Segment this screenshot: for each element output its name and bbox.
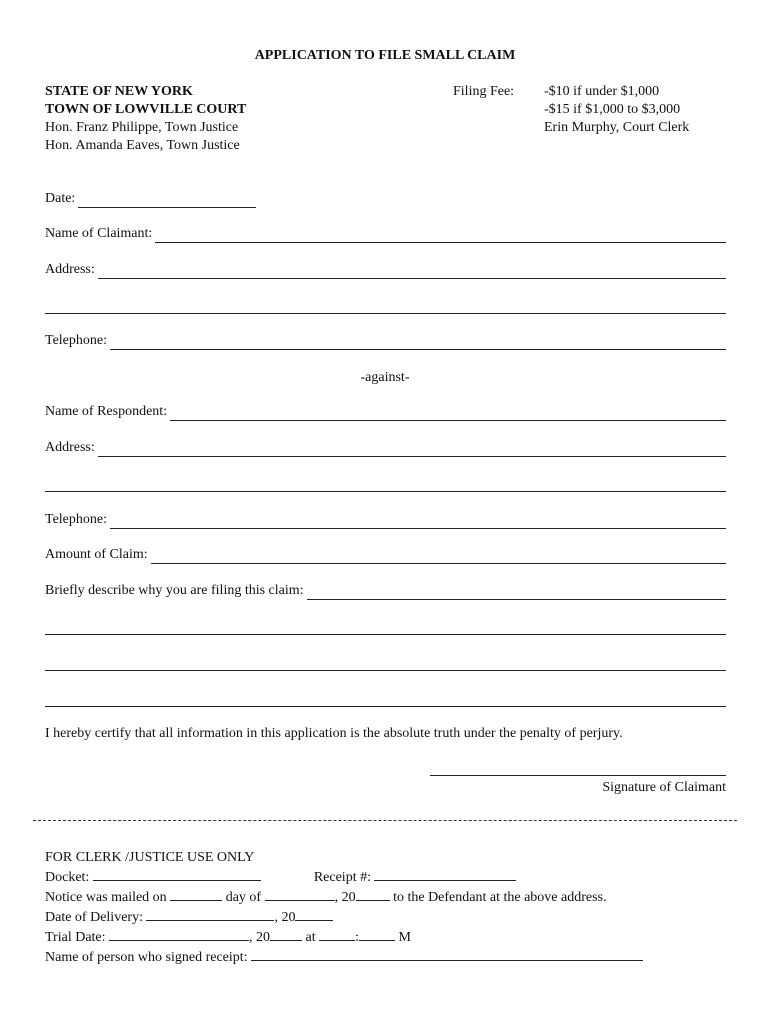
- claimant-name-field[interactable]: [45, 225, 726, 243]
- trial-row: [45, 927, 643, 947]
- docket-receipt-row: [45, 867, 643, 887]
- delivery-date-line[interactable]: [146, 907, 274, 921]
- describe-line-2[interactable]: [45, 634, 726, 635]
- docket-label: Docket:: [45, 870, 90, 885]
- respondent-name-field[interactable]: [45, 403, 726, 421]
- claimant-name-line[interactable]: [155, 228, 726, 243]
- filing-fee-label: Filing Fee:: [453, 84, 515, 99]
- signature-line[interactable]: [430, 775, 726, 776]
- describe-line-4[interactable]: [45, 706, 726, 707]
- respondent-telephone-field[interactable]: [45, 511, 726, 529]
- claimant-address-field[interactable]: [45, 261, 726, 279]
- clerk-section: [45, 849, 643, 967]
- against-label: -against-: [360, 370, 410, 385]
- notice-row: [45, 887, 643, 907]
- trial-colon: :: [355, 930, 360, 945]
- notice-month-line[interactable]: [265, 887, 335, 901]
- clerk-heading: FOR CLERK /JUSTICE USE ONLY: [45, 850, 255, 865]
- claimant-address-line[interactable]: [98, 264, 726, 279]
- notice-day-line[interactable]: [170, 887, 222, 901]
- receipt-line[interactable]: [374, 867, 516, 881]
- court-name: TOWN OF LOWVILLE COURT: [45, 102, 247, 117]
- trial-hour-line[interactable]: [319, 927, 355, 941]
- trial-minute-line[interactable]: [359, 927, 395, 941]
- claimant-address-line-2[interactable]: [45, 313, 726, 314]
- describe-line[interactable]: [307, 585, 726, 600]
- signature-label: Signature of Claimant: [602, 780, 726, 795]
- trial-meridiem: M: [398, 930, 411, 945]
- trial-date-line[interactable]: [109, 927, 249, 941]
- claimant-address-label: Address:: [45, 262, 95, 277]
- fee-under-1000: -$10 if under $1,000: [544, 84, 660, 99]
- respondent-address-label: Address:: [45, 440, 95, 455]
- notice-year-prefix: , 20: [334, 890, 356, 905]
- delivery-label: Date of Delivery:: [45, 910, 143, 925]
- justice-2: Hon. Amanda Eaves, Town Justice: [45, 138, 240, 153]
- trial-at-label: at: [305, 930, 316, 945]
- respondent-telephone-label: Telephone:: [45, 512, 107, 527]
- trial-year-prefix: , 20: [249, 930, 271, 945]
- court-header: [45, 83, 246, 155]
- respondent-name-label: Name of Respondent:: [45, 404, 168, 419]
- docket-line[interactable]: [93, 867, 261, 881]
- justice-1: Hon. Franz Philippe, Town Justice: [45, 120, 239, 135]
- respondent-address-line-2[interactable]: [45, 491, 726, 492]
- filing-fees: [544, 83, 689, 137]
- delivery-year-line[interactable]: [295, 907, 333, 921]
- notice-day-of: day of: [225, 890, 262, 905]
- amount-label: Amount of Claim:: [45, 547, 148, 562]
- respondent-address-field[interactable]: [45, 439, 726, 457]
- claimant-telephone-label: Telephone:: [45, 333, 107, 348]
- trial-label: Trial Date:: [45, 930, 106, 945]
- trial-year-line[interactable]: [270, 927, 302, 941]
- describe-label: Briefly describe why you are filing this claim:: [45, 583, 304, 598]
- court-clerk: Erin Murphy, Court Clerk: [544, 120, 690, 135]
- notice-label: Notice was mailed on: [45, 890, 167, 905]
- form-title: APPLICATION TO FILE SMALL CLAIM: [254, 48, 516, 63]
- describe-field[interactable]: [45, 582, 726, 600]
- state-name: STATE OF NEW YORK: [45, 84, 193, 99]
- receipt-label: Receipt #:: [313, 870, 371, 885]
- respondent-address-line[interactable]: [98, 442, 726, 457]
- cut-line-divider: [33, 820, 737, 821]
- claimant-telephone-field[interactable]: [45, 332, 726, 350]
- certification-statement: I hereby certify that all information in this application is the absolute truth under the penalty of perjury.: [45, 726, 623, 741]
- signed-receipt-line[interactable]: [251, 947, 643, 961]
- signed-receipt-row: [45, 947, 643, 967]
- fee-1000-3000: -$15 if $1,000 to $3,000: [544, 102, 681, 117]
- date-line[interactable]: [78, 193, 256, 208]
- date-label: Date:: [45, 191, 76, 206]
- notice-year-line[interactable]: [356, 887, 390, 901]
- signed-receipt-label: Name of person who signed receipt:: [45, 950, 248, 965]
- amount-line[interactable]: [151, 549, 726, 564]
- delivery-year-prefix: , 20: [274, 910, 296, 925]
- respondent-name-line[interactable]: [170, 406, 726, 421]
- notice-suffix: to the Defendant at the above address.: [393, 890, 607, 905]
- amount-field[interactable]: [45, 546, 726, 564]
- claimant-telephone-line[interactable]: [110, 335, 726, 350]
- claimant-name-label: Name of Claimant:: [45, 226, 153, 241]
- date-field[interactable]: [45, 190, 256, 208]
- respondent-telephone-line[interactable]: [110, 514, 726, 529]
- delivery-row: [45, 907, 643, 927]
- describe-line-3[interactable]: [45, 670, 726, 671]
